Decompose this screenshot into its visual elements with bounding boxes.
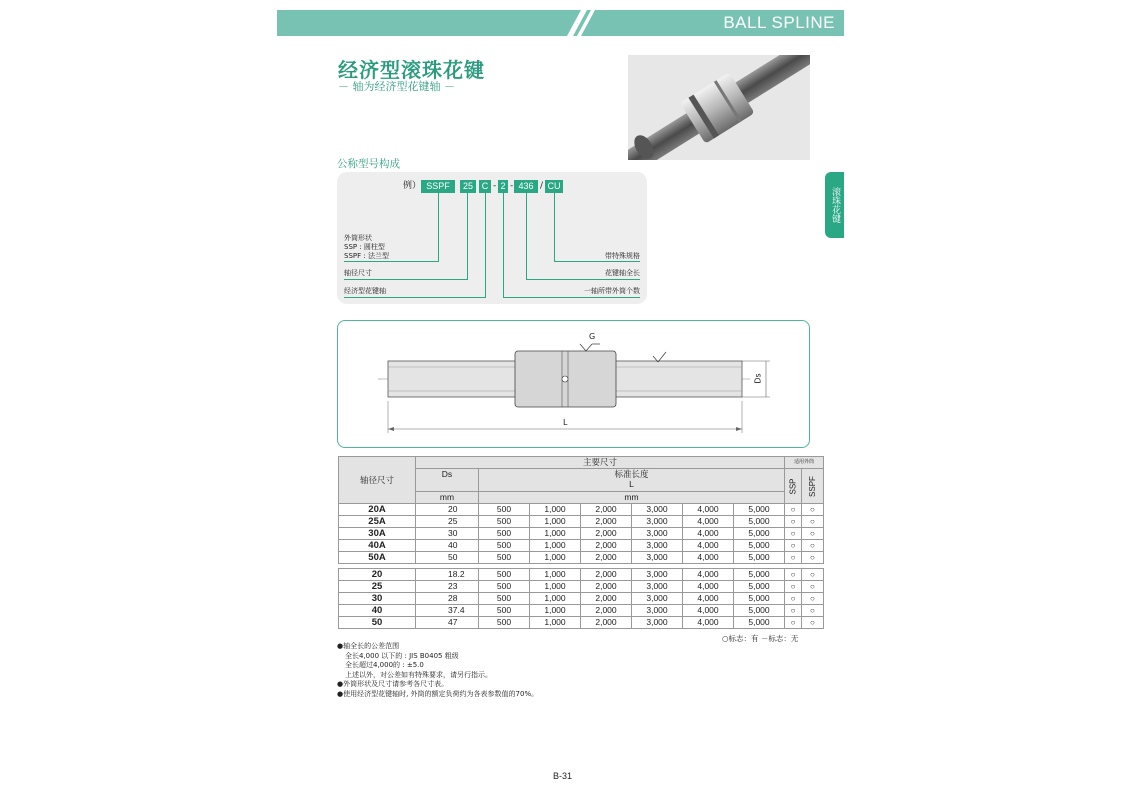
sspf-mark: ○	[802, 504, 824, 516]
size-cell: 50	[339, 617, 416, 629]
length-cell: 500	[479, 581, 530, 593]
length-cell: 500	[479, 528, 530, 540]
header-length	[479, 469, 785, 492]
ssp-mark: ○	[785, 593, 802, 605]
size-cell: 20	[339, 569, 416, 581]
drawing-label-l: L	[563, 418, 568, 427]
length-cell: 5,000	[734, 605, 785, 617]
code-part-count: 2	[498, 180, 508, 193]
length-cell: 2,000	[581, 552, 632, 564]
header-mm-length: mm	[479, 492, 785, 504]
drawing-label-g: G	[589, 332, 596, 341]
size-cell: 30	[339, 593, 416, 605]
length-cell: 2,000	[581, 593, 632, 605]
length-cell: 2,000	[581, 516, 632, 528]
size-cell: 30A	[339, 528, 416, 540]
leader-line	[554, 261, 640, 262]
technical-drawing	[337, 320, 810, 448]
label-count: 一轴所带外筒个数	[584, 287, 640, 295]
length-cell: 2,000	[581, 540, 632, 552]
ssp-mark: ○	[785, 605, 802, 617]
length-cell: 3,000	[632, 516, 683, 528]
ds-cell: 18.2	[416, 569, 479, 581]
length-cell: 4,000	[683, 581, 734, 593]
size-cell: 25A	[339, 516, 416, 528]
leader-line	[344, 297, 486, 298]
header-fit: 适用外筒	[785, 457, 824, 469]
length-cell: 3,000	[632, 605, 683, 617]
length-cell: 3,000	[632, 528, 683, 540]
label-shape-title: 外筒形状	[344, 234, 372, 242]
length-cell: 3,000	[632, 593, 683, 605]
ds-cell: 25	[416, 516, 479, 528]
length-cell: 500	[479, 540, 530, 552]
label-shape-sspf: SSPF : 法兰型	[344, 252, 389, 260]
table-row	[339, 617, 824, 629]
ssp-mark: ○	[785, 581, 802, 593]
length-cell: 5,000	[734, 552, 785, 564]
length-cell: 3,000	[632, 617, 683, 629]
length-cell: 2,000	[581, 528, 632, 540]
label-length: 花键轴全长	[605, 269, 640, 277]
page-number: B-31	[553, 771, 573, 781]
header-ssp-text: SSP	[788, 477, 798, 495]
length-cell: 4,000	[683, 516, 734, 528]
ssp-mark: ○	[785, 552, 802, 564]
leader-line	[554, 193, 555, 261]
ds-cell: 23	[416, 581, 479, 593]
code-part-shaft: C	[479, 180, 491, 193]
ssp-mark: ○	[785, 569, 802, 581]
table-row	[339, 593, 824, 605]
header-mm-ds: mm	[416, 492, 479, 504]
length-cell: 2,000	[581, 569, 632, 581]
size-cell: 40A	[339, 540, 416, 552]
header-stripes	[555, 10, 595, 36]
length-cell: 2,000	[581, 581, 632, 593]
length-cell: 4,000	[683, 504, 734, 516]
length-cell: 4,000	[683, 528, 734, 540]
code-separator: /	[540, 181, 544, 191]
size-cell: 40	[339, 605, 416, 617]
note-line: ●使用经济型花键轴时, 外筒的额定负荷约为各表参数值的70%。	[337, 689, 539, 698]
code-separator: -	[510, 181, 514, 191]
sspf-mark: ○	[802, 540, 824, 552]
length-cell: 5,000	[734, 540, 785, 552]
header-size: 轴径尺寸	[339, 457, 416, 504]
length-cell: 3,000	[632, 581, 683, 593]
length-cell: 500	[479, 605, 530, 617]
length-cell: 1,000	[530, 528, 581, 540]
table-row	[339, 569, 824, 581]
length-cell: 4,000	[683, 593, 734, 605]
sspf-mark: ○	[802, 528, 824, 540]
length-cell: 5,000	[734, 593, 785, 605]
length-cell: 3,000	[632, 569, 683, 581]
page-title: 经济型滚珠花键	[338, 58, 485, 82]
length-cell: 500	[479, 552, 530, 564]
code-part-length: 436	[514, 180, 538, 193]
leader-line	[344, 279, 468, 280]
length-cell: 5,000	[734, 504, 785, 516]
ds-cell: 20	[416, 504, 479, 516]
header-title: BALL SPLINE	[723, 13, 835, 32]
sspf-mark: ○	[802, 581, 824, 593]
size-cell: 50A	[339, 552, 416, 564]
leader-line	[467, 193, 468, 279]
leader-line	[485, 193, 486, 297]
leader-line	[526, 279, 640, 280]
label-shape-ssp: SSP : 圆柱型	[344, 243, 385, 251]
section-title: 公称型号构成	[337, 158, 400, 170]
label-shaft-size: 轴径尺寸	[344, 269, 372, 277]
ds-cell: 50	[416, 552, 479, 564]
length-cell: 3,000	[632, 540, 683, 552]
sspf-mark: ○	[802, 605, 824, 617]
header-length-title: 标准长度	[614, 469, 649, 479]
length-cell: 500	[479, 617, 530, 629]
length-cell: 5,000	[734, 569, 785, 581]
leader-line	[344, 261, 439, 262]
table-row	[339, 581, 824, 593]
header-length-symbol: L	[629, 479, 634, 489]
length-cell: 5,000	[734, 528, 785, 540]
header-sspf	[802, 469, 824, 504]
length-cell: 500	[479, 504, 530, 516]
code-part-size: 25	[460, 180, 476, 193]
example-label: 例）	[403, 181, 422, 191]
table-row	[339, 605, 824, 617]
drawing-label-ds: Ds	[753, 373, 763, 384]
note-line: 上述以外，对公差如有特殊要求，请另行指示。	[345, 670, 492, 679]
length-cell: 1,000	[530, 581, 581, 593]
table-legend: ○标志：有 －标志：无	[722, 634, 799, 643]
ds-cell: 37.4	[416, 605, 479, 617]
ssp-mark: ○	[785, 516, 802, 528]
notes	[337, 642, 538, 699]
length-cell: 2,000	[581, 504, 632, 516]
code-structure-box	[337, 172, 647, 304]
length-cell: 4,000	[683, 552, 734, 564]
leader-line	[526, 193, 527, 279]
length-cell: 1,000	[530, 504, 581, 516]
code-part-special: CU	[545, 180, 563, 193]
length-cell: 1,000	[530, 593, 581, 605]
table-row	[339, 552, 824, 564]
code-separator: -	[493, 181, 497, 191]
length-cell: 2,000	[581, 617, 632, 629]
header-ds: Ds	[416, 469, 479, 492]
length-cell: 2,000	[581, 605, 632, 617]
label-shaft-type: 经济型花键轴	[344, 287, 386, 295]
note-line: 全长4,000 以下的 : JIS B0405 粗级	[345, 651, 459, 660]
header-main: 主要尺寸	[416, 457, 785, 469]
sspf-mark: ○	[802, 569, 824, 581]
spec-table	[338, 456, 824, 629]
length-cell: 500	[479, 569, 530, 581]
note-line: ●外筒形状及尺寸请参考各尺寸表。	[337, 680, 449, 688]
sspf-mark: ○	[802, 516, 824, 528]
ssp-mark: ○	[785, 528, 802, 540]
length-cell: 5,000	[734, 516, 785, 528]
length-cell: 500	[479, 516, 530, 528]
header-sspf-text: SSPF	[807, 475, 817, 497]
length-cell: 1,000	[530, 605, 581, 617]
length-cell: 1,000	[530, 569, 581, 581]
ssp-mark: ○	[785, 540, 802, 552]
side-tab[interactable]: 滚珠花键	[825, 172, 844, 238]
code-part-type: SSPF	[421, 180, 455, 193]
label-special: 带特殊规格	[605, 252, 640, 260]
length-cell: 1,000	[530, 516, 581, 528]
sspf-mark: ○	[802, 593, 824, 605]
length-cell: 4,000	[683, 569, 734, 581]
product-photo	[628, 55, 810, 160]
page-subtitle: － 轴为经济型花键轴 －	[338, 80, 455, 93]
table-row	[339, 528, 824, 540]
leader-line	[503, 193, 504, 297]
sspf-mark: ○	[802, 617, 824, 629]
size-cell: 20A	[339, 504, 416, 516]
note-line: 全长超过4,000的 : ±5.0	[345, 661, 424, 669]
length-cell: 3,000	[632, 552, 683, 564]
length-cell: 500	[479, 593, 530, 605]
size-cell: 25	[339, 581, 416, 593]
length-cell: 1,000	[530, 540, 581, 552]
ssp-mark: ○	[785, 504, 802, 516]
length-cell: 3,000	[632, 504, 683, 516]
length-cell: 5,000	[734, 581, 785, 593]
sspf-mark: ○	[802, 552, 824, 564]
length-cell: 1,000	[530, 617, 581, 629]
leader-line	[438, 193, 439, 261]
header-ssp	[785, 469, 802, 504]
ds-cell: 30	[416, 528, 479, 540]
ds-cell: 47	[416, 617, 479, 629]
length-cell: 4,000	[683, 540, 734, 552]
length-cell: 5,000	[734, 617, 785, 629]
ds-cell: 40	[416, 540, 479, 552]
ds-cell: 28	[416, 593, 479, 605]
length-cell: 4,000	[683, 605, 734, 617]
ssp-mark: ○	[785, 617, 802, 629]
table-row	[339, 516, 824, 528]
table-row	[339, 540, 824, 552]
length-cell: 1,000	[530, 552, 581, 564]
leader-line	[503, 297, 640, 298]
note-line: ●轴全长的公差范围	[337, 642, 400, 650]
length-cell: 4,000	[683, 617, 734, 629]
table-row	[339, 504, 824, 516]
